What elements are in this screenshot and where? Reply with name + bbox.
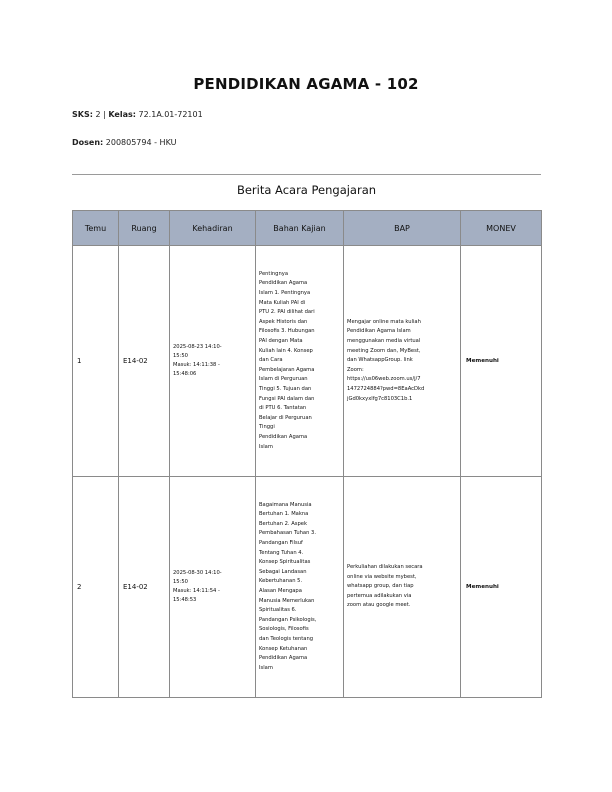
col-header-bap: BAP: [344, 211, 461, 246]
cell-monev: Memenuhi: [461, 477, 542, 698]
bap-table: [72, 210, 542, 698]
cell-kehadiran: [170, 246, 256, 477]
kelas-label: Kelas:: [108, 110, 136, 119]
table-row: [73, 246, 542, 477]
cell-bahan-kajian: [256, 477, 344, 698]
table-row: [73, 477, 542, 698]
kehadiran-schedule-end: 15:50: [173, 579, 188, 585]
cell-ruang: E14-02: [119, 477, 170, 698]
dosen-value: 200805794 - HKU: [105, 138, 177, 147]
bahan-kajian-text: Bagaimana Manusia Bertuhan 1. Makna Bertuhan 2. Aspek Pembahasan Tuhan 3. Pandangan Filsuf Tentang Tuhan 4. Konsep Spiritualitas Sebagai Landasan Kebertuhanan 5. Alasan Mengapa Manusia Memerlukan Spiritualitas 6. Pandangan Psikologis, Sosiologis, Filosofis dan Teologis tentang Konsep Ketuhanan Pendidikan Agama Islam: [259, 501, 317, 671]
section-title: Berita Acara Pengajaran: [236, 183, 377, 197]
col-header-temu: Temu: [73, 211, 119, 246]
cell-ruang: E14-02: [119, 246, 170, 477]
bap-text: Mengajar online mata kuliah Pendidikan Agama Islam menggunakan media virtual meeting Zoom dan, MyBest, dan WhatsappGroup. link Zoom: https://us06web.zoom.us/j/7 1472724884?pwd=8EaAcDkd jGd0kxyxlfg7c8103C1b.1: [347, 318, 425, 402]
divider: [72, 174, 541, 175]
meta-separator: |: [103, 110, 106, 119]
sks-value: 2: [95, 110, 101, 119]
page-title: PENDIDIKAN AGAMA - 102: [193, 75, 419, 93]
kelas-value: 72.1A.01-72101: [138, 110, 203, 119]
kehadiran-checkin: Masuk: 14:11:54 -: [173, 588, 220, 594]
col-header-kehadiran: Kehadiran: [170, 211, 256, 246]
bap-text: Perkuliahan dilakukan secara online via website mybest, whatsapp group, dan tiap pertemua adilakukan via zoom atau google meet.: [347, 564, 423, 609]
dosen-label: Dosen:: [72, 138, 104, 147]
cell-kehadiran: [170, 477, 256, 698]
cell-bahan-kajian: [256, 246, 344, 477]
col-header-monev: MONEV: [461, 211, 542, 246]
table-header-row: [73, 211, 542, 246]
kehadiran-schedule: 2025-08-23 14:10-: [173, 344, 222, 350]
kehadiran-checkout: 15:48:53: [173, 597, 197, 603]
col-header-ruang: Ruang: [119, 211, 170, 246]
kehadiran-schedule-end: 15:50: [173, 353, 188, 359]
cell-bap: [344, 477, 461, 698]
course-meta-dosen: [72, 138, 176, 147]
cell-monev: Memenuhi: [461, 246, 542, 477]
cell-temu: 1: [73, 246, 119, 477]
sks-label: SKS:: [72, 110, 93, 119]
course-meta-sks-kelas: [72, 110, 203, 119]
kehadiran-checkin: Masuk: 14:11:38 -: [173, 362, 220, 368]
bahan-kajian-text: Pentingnya Pendidikan Agama Islam 1. Pentingnya Mata Kuliah PAI di PTU 2. PAI dilihat dari Aspek Historis dan Filosofis 3. Hubungan PAI dengan Mata Kuliah lain 4. Konsep dan Cara Pembelajaran Agama Islam di Perguruan Tinggi 5. Tujuan dan Fungsi PAI dalam dan di PTU 6. Tantatan Belajar di Perguruan Tinggi Pendidikan Agama Islam: [259, 270, 315, 450]
cell-temu: 2: [73, 477, 119, 698]
kehadiran-schedule: 2025-08-30 14:10-: [173, 570, 222, 576]
kehadiran-checkout: 15:48:06: [173, 371, 197, 377]
col-header-bahan-kajian: Bahan Kajian: [256, 211, 344, 246]
cell-bap: [344, 246, 461, 477]
